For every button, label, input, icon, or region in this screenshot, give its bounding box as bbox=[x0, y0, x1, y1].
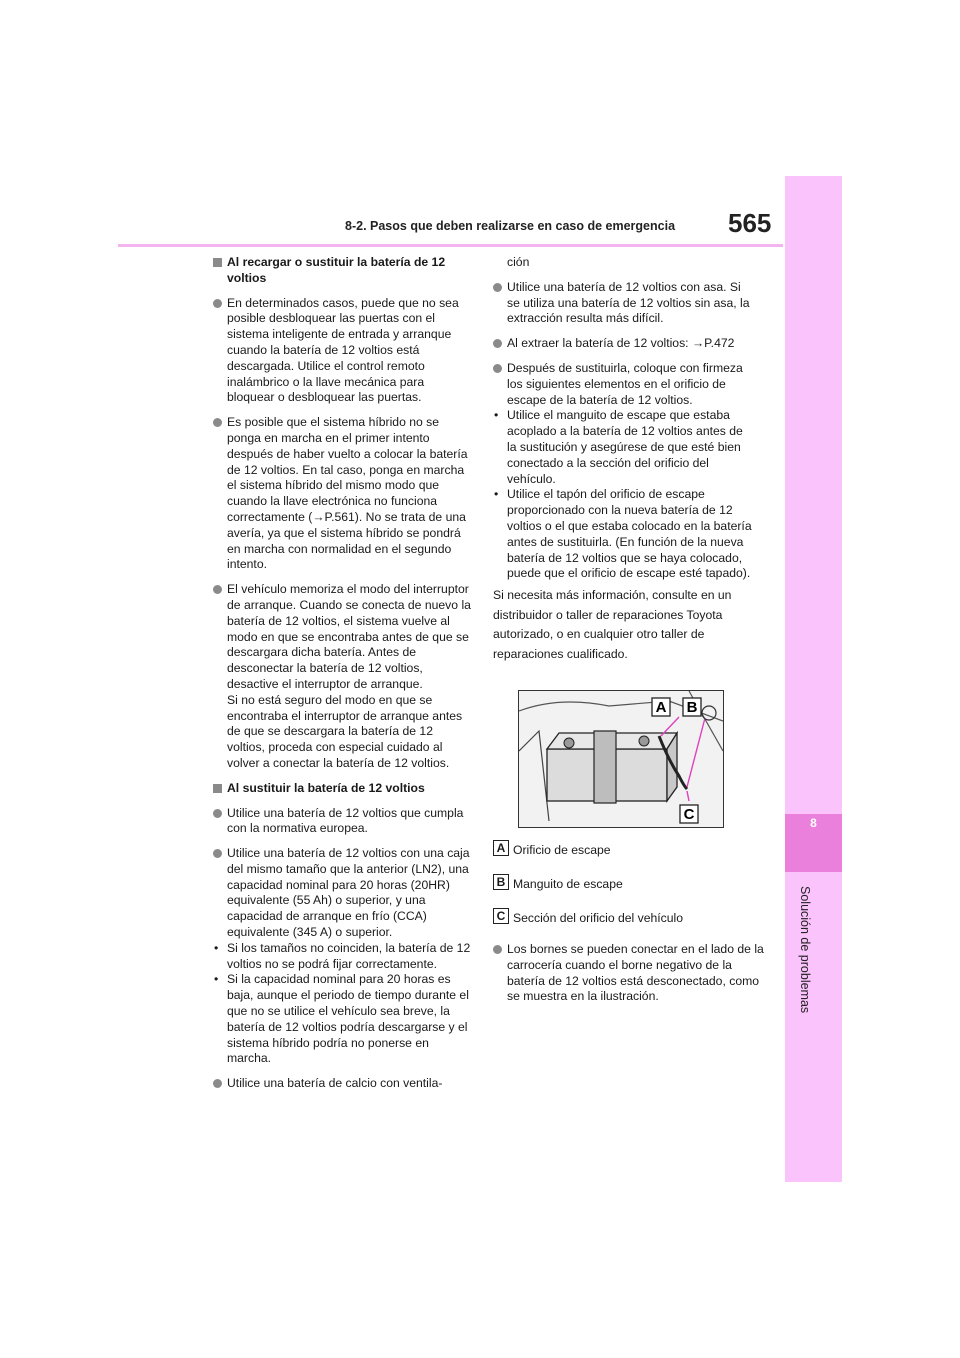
sub-bullet-item: • Si la capacidad nominal para 20 horas es baja, aunque el periodo de tiempo durante el que no se utilice el vehículo sea breve, la batería de 12 voltios podría descargarse y el sistema híbrido podría no ponerse en marcha. bbox=[214, 972, 469, 1066]
legend-key: A bbox=[493, 840, 509, 856]
chapter-number: 8 bbox=[810, 816, 817, 830]
bullet-item: Después de sustituirla, coloque con firmeza los siguientes elementos en el orificio de escape de la batería de 12 voltios. bbox=[493, 361, 755, 408]
bullet-item: Utilice una batería de 12 voltios con asa. Si se utiliza una batería de 12 voltios sin asa, la extracción resulta más difícil. bbox=[493, 280, 755, 327]
svg-text:C: C bbox=[683, 806, 695, 823]
continuation-text: ción bbox=[507, 255, 530, 269]
sub-bullet-item: • Utilice el tapón del orificio de escape proporcionado con la nueva batería de 12 voltios o el que estaba colocado en la batería antes de sustituirla. (En función de la nueva batería de 12 voltios que se haya colocado, puede que el orificio de escape esté tapado). bbox=[494, 487, 752, 581]
heading-replace: Al sustituir la batería de 12 voltios bbox=[213, 781, 471, 797]
figure-label-c bbox=[680, 805, 698, 823]
round-bullet-icon bbox=[493, 283, 502, 292]
battery-drawing bbox=[519, 691, 723, 827]
legend-key: B bbox=[493, 874, 509, 890]
sub-bullet-item: • Utilice el manguito de escape que estaba acoplado a la batería de 12 voltios antes de la sustitución y asegúrese de que esté bien conectado a la sección del orificio del vehículo. bbox=[494, 408, 743, 486]
heading-recharge: Al recargar o sustituir la batería de 12 voltios bbox=[213, 255, 471, 287]
legend-text: Orificio de escape bbox=[513, 843, 611, 857]
bullet-item: Es posible que el sistema híbrido no se ponga en marcha en el primer intento después de haber vuelto a colocar la batería de 12 voltios. En tal caso, ponga en marcha el sistema híbrido del mismo modo que cuando la llave electrónica no funciona correctamente (→P.561). No se trata de una avería, ya que el sistema híbrido se pondrá en marcha con normalidad en el segundo intento. bbox=[213, 415, 471, 573]
square-bullet-icon bbox=[213, 258, 222, 267]
bullet-item: El vehículo memoriza el modo del interruptor de arranque. Cuando se conecta de nuevo la batería de 12 voltios, el sistema vuelve al modo en que se encontraba antes de que se descargara dicha batería. Antes de desconectar la batería de 12 voltios, desactive el interruptor de arranque. Si no está seguro del modo en que se encontraba el interruptor de arranque antes de que se descargara la batería de 12 voltios, proceda con especial cuidado al volver a conectar la batería de 12 voltios. bbox=[213, 582, 471, 772]
sub-bullet-item: • Si los tamaños no coinciden, la batería de 12 voltios no se podrá fijar correctamente. bbox=[214, 940, 471, 971]
round-bullet-icon bbox=[213, 418, 222, 427]
bullet-item: Al extraer la batería de 12 voltios: →P.472 bbox=[493, 336, 755, 352]
section-title: 8-2. Pasos que deben realizarse en caso de emergencia bbox=[345, 219, 676, 233]
legend-text: Sección del orificio del vehículo bbox=[513, 911, 684, 925]
round-bullet-icon bbox=[493, 364, 502, 373]
legend-text: Manguito de escape bbox=[513, 877, 623, 891]
chapter-title: Solución de problemas bbox=[798, 886, 812, 1014]
bullet-item: Utilice una batería de calcio con ventila- bbox=[213, 1076, 471, 1092]
bullet-item: En determinados casos, puede que no sea posible desbloquear las puertas con el sistema inteligente de entrada y arranque cuando la batería de 12 voltios está descargada. Utilice el control remoto inalámbrico o la llave mecánica para bloquear o desbloquear las puertas. bbox=[213, 296, 471, 407]
bullet-item: Utilice una batería de 12 voltios con una caja del mismo tamaño que la anterior (LN2), una capacidad nominal para 20 horas (20HR) equivalente (55 Ah) o superior, y una capacidad de arranque en frío (CCA) equivalente (345 A) o superior. bbox=[213, 846, 471, 941]
bullet-item: Utilice una batería de 12 voltios que cumpla con la normativa europea. bbox=[213, 806, 471, 838]
round-bullet-icon bbox=[213, 809, 222, 818]
round-bullet-icon bbox=[213, 1079, 222, 1088]
round-bullet-icon bbox=[493, 339, 502, 348]
round-bullet-icon bbox=[213, 299, 222, 308]
info-paragraph: Si necesita más información, consulte en un distribuidor o taller de reparaciones Toyota autorizado, o en cualquier otro taller de reparaciones cualificado. bbox=[493, 588, 732, 661]
svg-text:B: B bbox=[686, 699, 698, 716]
round-bullet-icon bbox=[493, 945, 502, 954]
round-bullet-icon bbox=[213, 849, 222, 858]
left-column bbox=[213, 255, 471, 1101]
round-bullet-icon bbox=[213, 585, 222, 594]
bullet-item: Los bornes se pueden conectar en el lado de la carrocería cuando el borne negativo de la batería de 12 voltios está desconectado, como se muestra en la ilustración. bbox=[493, 942, 769, 1005]
header-divider bbox=[118, 244, 783, 247]
page-number: 565 bbox=[728, 208, 772, 238]
battery-illustration bbox=[518, 690, 724, 828]
square-bullet-icon bbox=[213, 784, 222, 793]
svg-text:A: A bbox=[655, 699, 667, 716]
right-column bbox=[493, 255, 755, 664]
figure-label-a bbox=[652, 698, 670, 716]
legend-key: C bbox=[493, 908, 509, 924]
chapter-side-tab[interactable] bbox=[785, 176, 842, 1182]
figure-label-b bbox=[683, 698, 701, 716]
